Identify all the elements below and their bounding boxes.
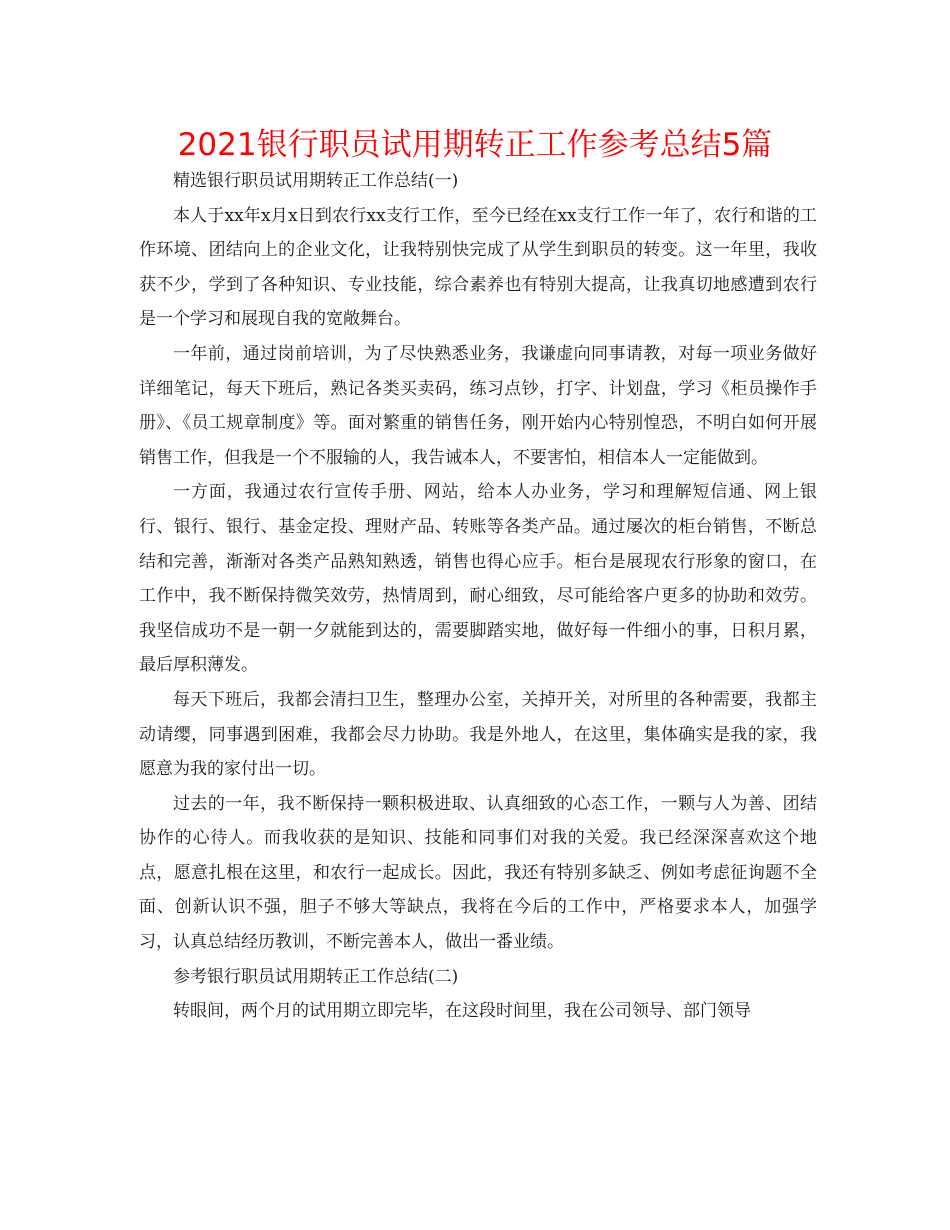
paragraph: 本人于xx年x月x日到农行xx支行工作，至今已经在xx支行工作一年了，农行和谐的工作环境、团结向上的企业文化，让我特别快完成了从学生到职员的转变。这一年里，我收获不少，学到了各种知识、专业技能，综合素养也有特别大提高，让我真切地感遭到农行是一个学习和展现自我的宽敞舞台。 xyxy=(139,205,817,330)
document-title: 2021银行职员试用期转正工作参考总结5篇 xyxy=(177,127,773,163)
paragraph: 一方面，我通过农行宣传手册、网站，给本人办业务，学习和理解短信通、网上银行、银行、银行、基金定投、理财产品、转账等各类产品。通过屡次的柜台销售，不断总结和完善，渐渐对各类产品熟知熟透，销售也得心应手。柜台是展现农行形象的窗口，在工作中，我不断保持微笑效劳，热情周到，耐心细致，尽可能给客户更多的协助和效劳。我坚信成功不是一朝一夕就能到达的，需要脚踏实地，做好每一件细小的事，日积月累，最后厚积薄发。 xyxy=(139,482,817,676)
paragraph: 每天下班后，我都会清扫卫生，整理办公室，关掉开关，对所里的各种需要，我都主动请缨，同事遇到困难，我都会尽力协助。我是外地人，在这里，集体确实是我的家，我愿意为我的家付出一切。 xyxy=(139,689,817,780)
section-heading-1: 精选银行职员试用期转正工作总结(一) xyxy=(173,171,459,191)
paragraph: 转眼间，两个月的试用期立即完毕，在这段时间里，我在公司领导、部门领导 xyxy=(173,1001,751,1022)
document-body xyxy=(139,164,817,1029)
paragraph: 一年前，通过岗前培训，为了尽快熟悉业务，我谦虚向同事请教，对每一项业务做好详细笔记，每天下班后，熟记各类买卖码，练习点钞，打字、计划盘，学习《柜员操作手册》、《员工规章制度》等。面对繁重的销售任务，刚开始内心特别惶恐，不明白如何开展销售工作，但我是一个不服输的人，我告诫本人，不要害怕，相信本人一定能做到。 xyxy=(139,343,817,468)
section-heading-2: 参考银行职员试用期转正工作总结(二) xyxy=(173,966,459,987)
paragraph: 过去的一年，我不断保持一颗积极进取、认真细致的心态工作，一颗与人为善、团结协作的心待人。而我收获的是知识、技能和同事们对我的关爱。我已经深深喜欢这个地点，愿意扎根在这里，和农行一起成长。因此，我还有特别多缺乏、例如考虑征询题不全面、创新认识不强，胆子不够大等缺点，我将在今后的工作中，严格要求本人，加强学习，认真总结经历教训，不断完善本人，做出一番业绩。 xyxy=(139,793,817,953)
